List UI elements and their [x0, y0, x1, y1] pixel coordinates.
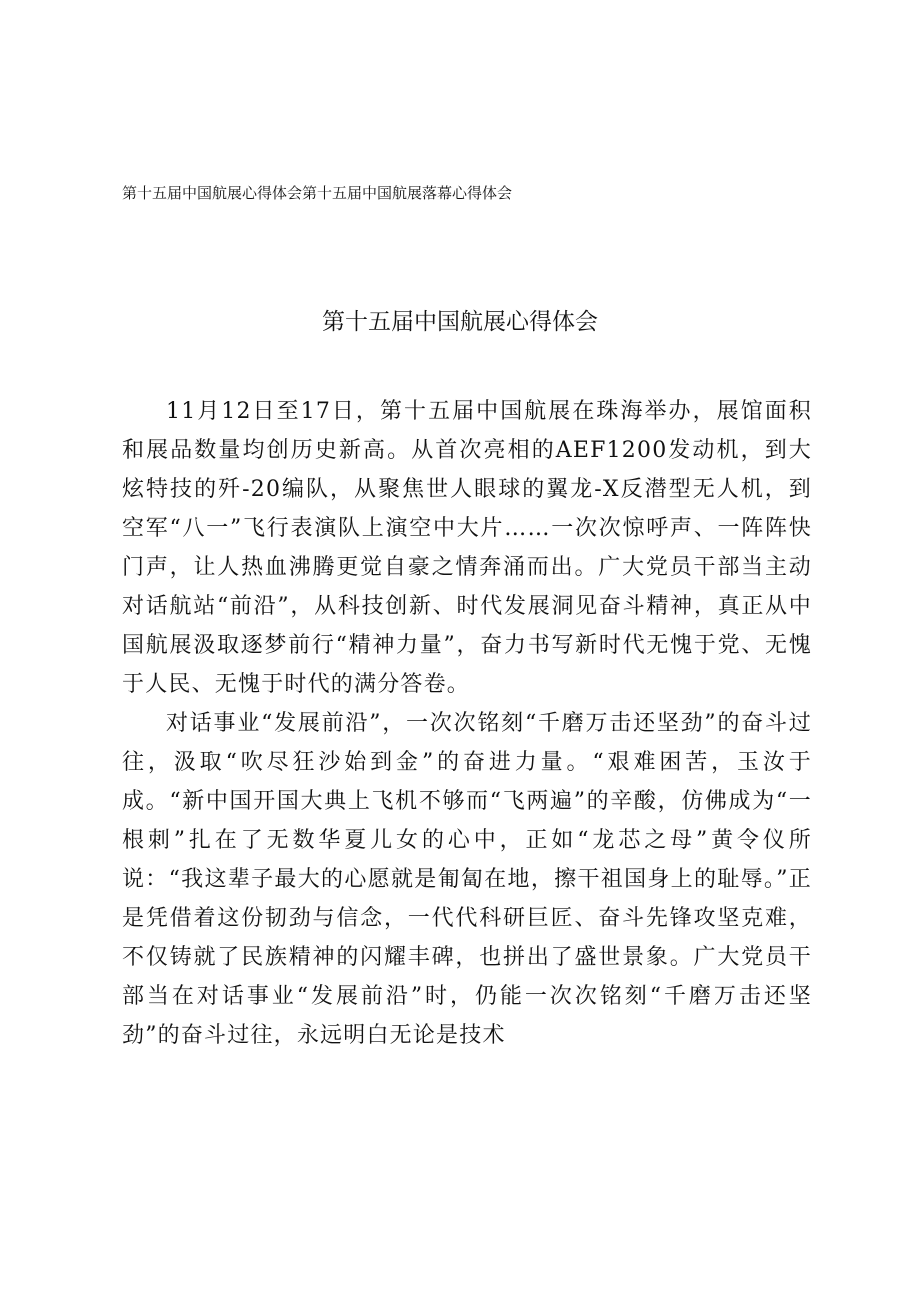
document-title: 第十五届中国航展心得体会 — [322, 309, 598, 335]
paragraph: 对话事业“发展前沿”，一次次铭刻“千磨万击还坚劲”的奋斗过往，汲取“吹尽狂沙始到金”的奋进力量。“艰难困苦，玉汝于成。“新中国开国大典上飞机不够而“飞两遍”的辛酸，仿佛成为“一根刺”扎在了无数华夏儿女的心中，正如“龙芯之母”黄令仪所说：“我这辈子最大的心愿就是匍匐在地，擦干祖国身上的耻辱。”正是凭借着这份韧劲与信念，一代代科研巨匠、奋斗先锋攻坚克难，不仅铸就了民族精神的闪耀丰碑，也拼出了盛世景象。广大党员干部当在对话事业“发展前沿”时，仍能一次次铭刻“千磨万击还坚劲”的奋斗过往，永远明白无论是技术 — [122, 711, 812, 1048]
paragraph: 11月12日至17日，第十五届中国航展在珠海举办，展馆面积和展品数量均创历史新高。从首次亮相的AEF1200发动机，到大炫特技的歼-20编队，从聚焦世人眼球的翼龙-X反潜型无人机，到空军“八一”飞行表演队上演空中大片……一次次惊呼声、一阵阵快门声，让人热血沸腾更觉自豪之情奔涌而出。广大党员干部当主动对话航站“前沿”，从科技创新、时代发展洞见奋斗精神，真正从中国航展汲取逐梦前行“精神力量”，奋力书写新时代无愧于党、无愧于人民、无愧于时代的满分答卷。 — [122, 399, 812, 697]
document-header: 第十五届中国航展心得体会第十五届中国航展落幕心得体会 — [122, 184, 513, 202]
document-body — [122, 392, 812, 1055]
